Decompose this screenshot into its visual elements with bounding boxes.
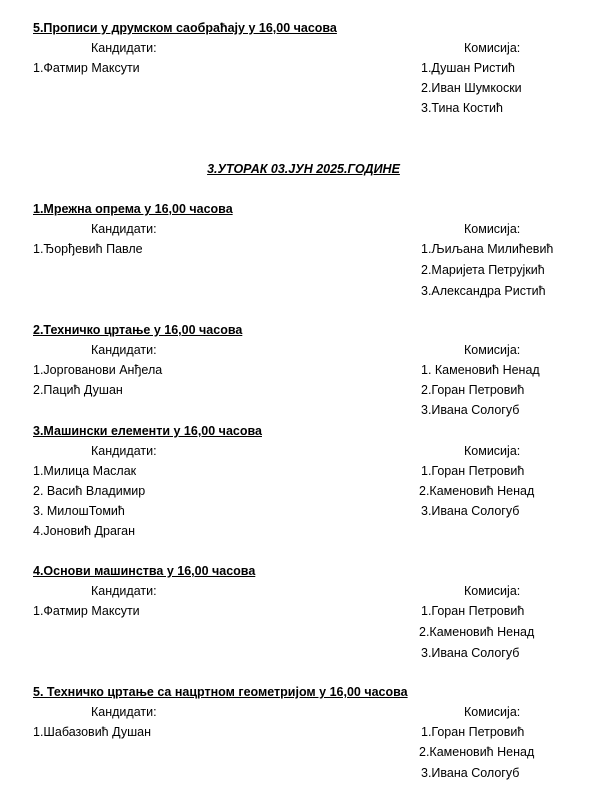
commission-item: 1. Каменовић Ненад — [421, 363, 540, 377]
commission-item: 3.Александра Ристић — [421, 284, 546, 298]
candidate-item: 1.Фатмир Максути — [33, 604, 140, 618]
candidate-item: 1.Јоргованови Анђела — [33, 363, 163, 377]
candidate-item: 1.Ђорђевић Павле — [33, 242, 143, 256]
commission-item: 2.Горан Петровић — [421, 383, 525, 397]
candidates-label: Кандидати: — [91, 343, 157, 357]
candidates-label: Кандидати: — [91, 222, 157, 236]
commission-item: 2.Каменовић Ненад — [419, 625, 535, 639]
commission-item: 3.Ивана Сологуб — [421, 403, 520, 417]
commission-item: 3.Ивана Сологуб — [421, 646, 520, 660]
commission-label: Комисија: — [464, 343, 521, 357]
commission-label: Комисија: — [464, 41, 521, 55]
commission-label: Комисија: — [464, 444, 521, 458]
commission-item: 2.Иван Шумкоски — [421, 81, 522, 95]
commission-item: 1.Љиљана Милићевић — [421, 242, 554, 256]
commission-item: 2.Маријета Петрујкић — [421, 263, 545, 277]
candidate-item: 2. Васић Владимир — [33, 484, 146, 498]
candidate-item: 4.Јоновић Драган — [33, 524, 136, 538]
candidates-label: Кандидати: — [91, 705, 157, 719]
commission-item: 3.Ивана Сологуб — [421, 504, 520, 518]
candidate-item: 2.Пацић Душан — [33, 383, 123, 397]
candidate-item: 1.Фатмир Максути — [33, 61, 140, 75]
commission-item: 1.Горан Петровић — [421, 464, 525, 478]
candidate-item: 1.Шабазовић Душан — [33, 725, 151, 739]
section-heading: 3.Машински елементи у 16,00 часова — [33, 424, 262, 438]
commission-item: 2.Каменовић Ненад — [419, 745, 535, 759]
commission-item: 1.Горан Петровић — [421, 725, 525, 739]
section-heading: 1.Мрежна опрема у 16,00 часова — [33, 202, 233, 216]
commission-item: 3.Ивана Сологуб — [421, 766, 520, 780]
commission-label: Комисија: — [464, 584, 521, 598]
candidates-label: Кандидати: — [91, 584, 157, 598]
candidates-label: Кандидати: — [91, 41, 157, 55]
commission-label: Комисија: — [464, 222, 521, 236]
commission-label: Комисија: — [464, 705, 521, 719]
section-heading: 2.Техничко цртање у 16,00 часова — [33, 323, 243, 337]
section-heading: 5. Техничко цртање са нацртном геометријом у 16,00 часова — [33, 685, 408, 699]
section-heading: 5.Прописи у друмском саобраћају у 16,00 часова — [33, 21, 337, 35]
commission-item: 1.Горан Петровић — [421, 604, 525, 618]
candidate-item: 1.Милица Маслак — [33, 464, 137, 478]
commission-item: 3.Тина Костић — [421, 101, 503, 115]
commission-item: 1.Душан Ристић — [421, 61, 516, 75]
candidate-item: 3. МилошТомић — [33, 504, 125, 518]
commission-item: 2.Каменовић Ненад — [419, 484, 535, 498]
candidates-label: Кандидати: — [91, 444, 157, 458]
section-heading: 4.Основи машинства у 16,00 часова — [33, 564, 256, 578]
day-heading: 3.УТОРАК 03.ЈУН 2025.ГОДИНЕ — [207, 162, 400, 176]
